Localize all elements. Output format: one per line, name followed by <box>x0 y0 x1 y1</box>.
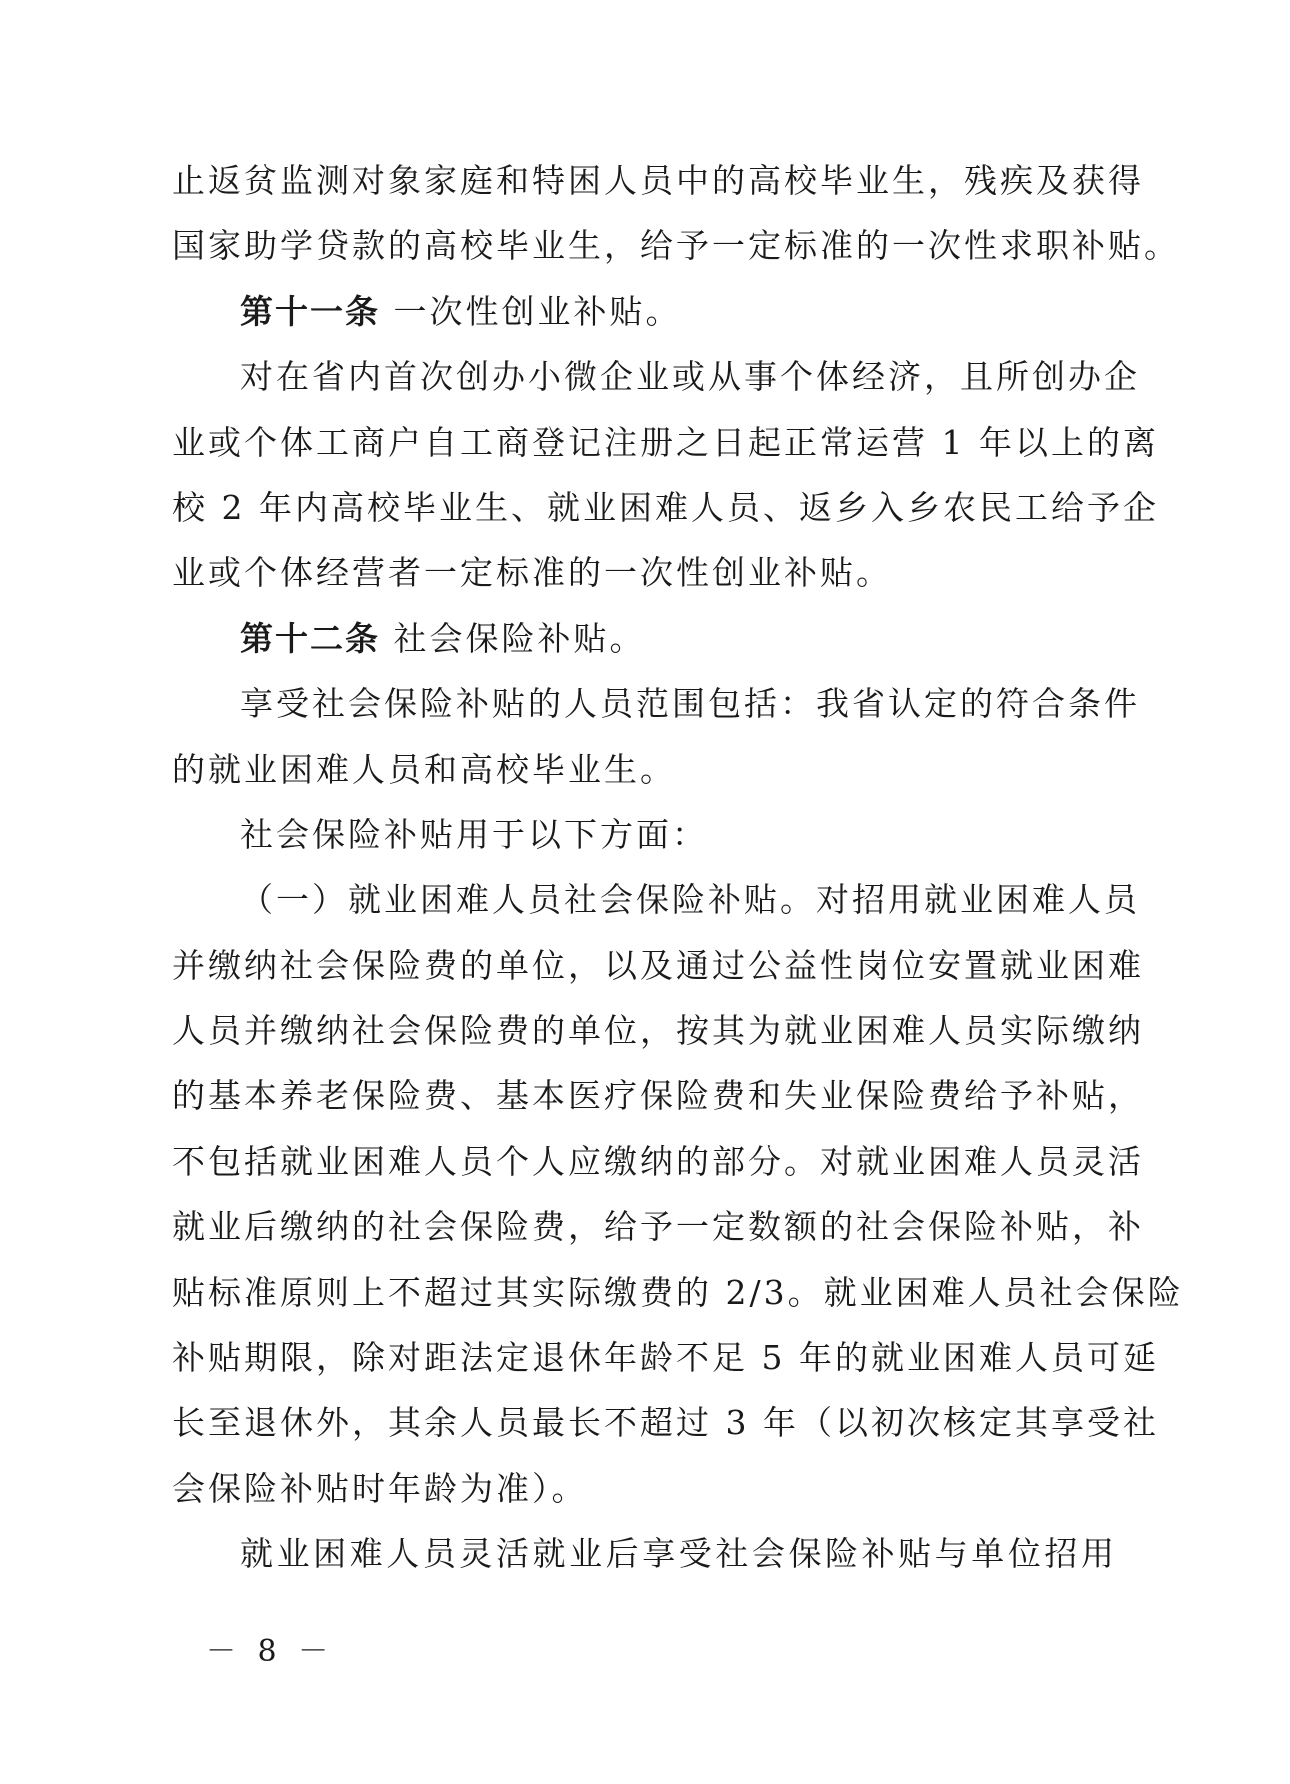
page-number: － 8 － <box>206 1634 335 1669</box>
text-line: 的基本养老保险费、基本医疗保险费和失业保险费给予补贴， <box>172 1076 1144 1116</box>
text-line: 业或个体经营者一定标准的一次性创业补贴。 <box>172 553 892 593</box>
article-heading-11 <box>172 279 1117 344</box>
text-line: 的就业困难人员和高校毕业生。 <box>172 749 676 789</box>
text-line: （一）就业困难人员社会保险补贴。对招用就业困难人员 <box>240 880 1140 920</box>
text-line: 止返贫监测对象家庭和特困人员中的高校毕业生，残疾及获得 <box>172 161 1144 200</box>
text-line: 并缴纳社会保险费的单位，以及通过公益性岗位安置就业困难 <box>172 945 1144 985</box>
text-line: 长至退休外，其余人员最长不超过 3 年（以初次核定其享受社 <box>172 1403 1159 1443</box>
text-line: 就业困难人员灵活就业后享受社会保险补贴与单位招用 <box>240 1534 1117 1574</box>
article-title: 一次性创业补贴。 <box>393 291 682 331</box>
article-heading-12 <box>172 606 1117 671</box>
text-line: 享受社会保险补贴的人员范围包括：我省认定的符合条件 <box>240 684 1140 724</box>
text-line: 人员并缴纳社会保险费的单位，按其为就业困难人员实际缴纳 <box>172 1011 1144 1051</box>
text-line: 会保险补贴时年龄为准）。 <box>172 1468 588 1508</box>
text-line: 国家助学贷款的高校毕业生，给予一定标准的一次性求职补贴。 <box>172 226 1180 266</box>
text-line: 不包括就业困难人员个人应缴纳的部分。对就业困难人员灵活 <box>172 1141 1144 1181</box>
article-number: 第十一条 <box>240 291 380 331</box>
text-line: 就业后缴纳的社会保险费，给予一定数额的社会保险补贴，补 <box>172 1207 1144 1247</box>
text-line: 贴标准原则上不超过其实际缴费的 2/3。就业困难人员社会保险 <box>172 1272 1184 1312</box>
text-line: 社会保险补贴用于以下方面： <box>240 814 708 854</box>
article-title: 社会保险补贴。 <box>393 618 646 658</box>
text-line: 补贴期限，除对距法定退休年龄不足 5 年的就业困难人员可延 <box>172 1338 1159 1378</box>
article-number: 第十二条 <box>240 618 380 658</box>
document-body <box>172 148 1184 1587</box>
text-line: 业或个体工商户自工商登记注册之日起正常运营 1 年以上的离 <box>172 422 1159 462</box>
text-line: 对在省内首次创办小微企业或从事个体经济，且所创办企 <box>240 357 1140 397</box>
text-line: 校 2 年内高校毕业生、就业困难人员、返乡入乡农民工给予企 <box>172 487 1159 527</box>
